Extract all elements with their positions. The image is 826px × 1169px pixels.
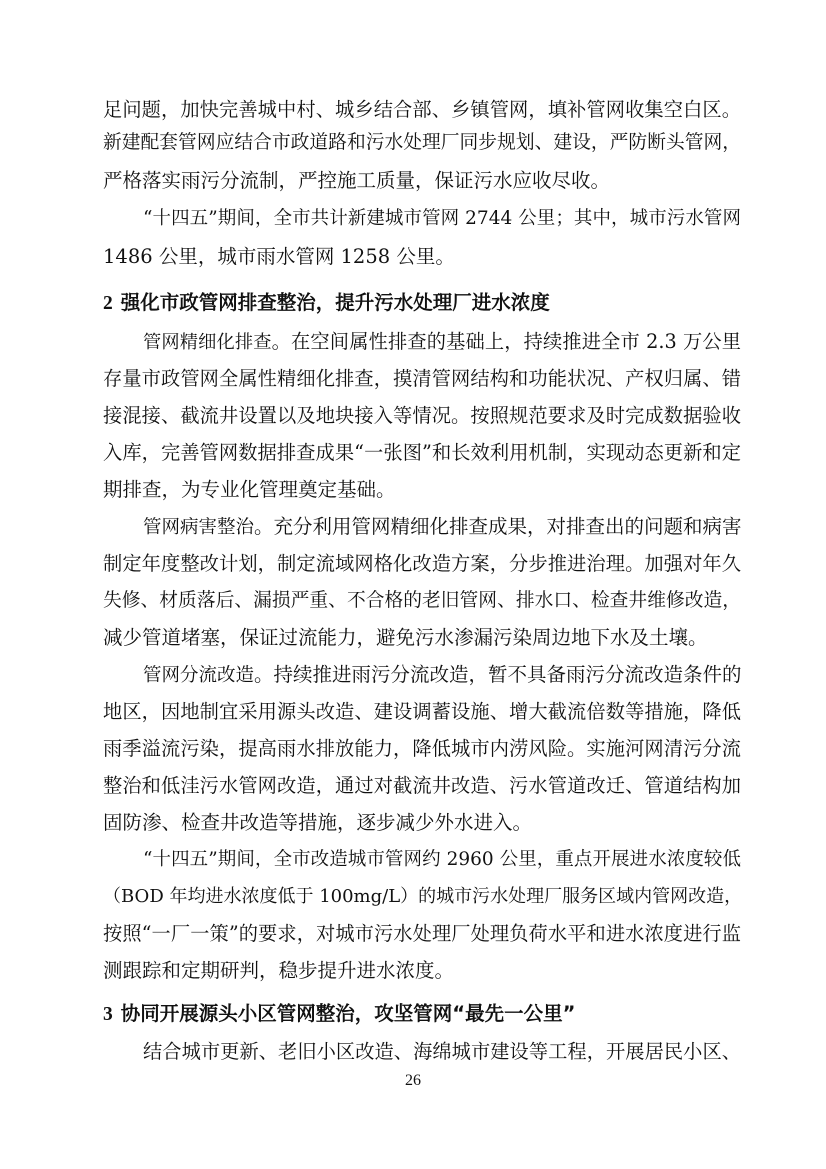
paragraph-line: 入库，完善管网数据排查成果“一张图”和长效利用机制，实现动态更新和定	[103, 441, 741, 464]
section-title: 协同开展源头小区管网整治，攻坚管网“最先一公里”	[120, 1002, 576, 1025]
paragraph-line: 测跟踪和定期研判，稳步提升进水浓度。	[103, 959, 455, 982]
paragraph-line: 接混接、截流井设置以及地块接入等情况。按照规范要求及时完成数据验收	[103, 404, 741, 427]
paragraph-line: 存量市政管网全属性精细化排查，摸清管网结构和功能状况、产权归属、错	[103, 367, 741, 390]
paragraph-line: 失修、材质落后、漏损严重、不合格的老旧管网、排水口、检查井维修改造，	[103, 590, 741, 611]
paragraph-line: 整治和低洼污水管网改造，通过对截流井改造、污水管道改迁、管道结构加	[103, 774, 741, 797]
paragraph-line	[143, 660, 741, 691]
paragraph-text: 。充分利用管网精细化排查成果，对排查出的问题和病害	[254, 515, 742, 538]
paragraph-line: 足问题，加快完善城中村、城乡结合部、乡镇管网，填补管网收集空白区。	[103, 98, 741, 121]
paragraph-keyword: 管网分流改造	[143, 665, 255, 686]
section-heading-2	[103, 288, 550, 319]
paragraph-line: 固防渗、检查井改造等措施，逐步减少外水进入。	[103, 811, 533, 834]
section-number: 3	[103, 1004, 113, 1025]
page-number: 26	[405, 1072, 421, 1089]
paragraph-line: 地区，因地制宜采用源头改造、建设调蓄设施、增大截流倍数等措施，降低	[103, 700, 741, 723]
paragraph-line: 雨季溢流污染，提高雨水排放能力，降低城市内涝风险。实施河网清污分流	[103, 737, 741, 760]
paragraph-line: 期排查，为专业化管理奠定基础。	[103, 478, 396, 501]
section-heading-3	[103, 999, 575, 1030]
paragraph-line: 制定年度整改计划，制定流域网格化改造方案，分步推进治理。加强对年久	[103, 552, 741, 575]
paragraph-text: 。在空间属性排查的基础上，持续推进全市 2.3 万公里	[271, 330, 742, 353]
paragraph-line	[143, 327, 741, 358]
paragraph-line: 1486 公里，城市雨水管网 1258 公里。	[103, 245, 455, 268]
section-title: 强化市政管网排查整治，提升污水处理厂进水浓度	[120, 291, 550, 314]
paragraph-line: 减少管道堵塞，保证过流能力，避免污水渗漏污染周边地下水及土壤。	[103, 626, 708, 649]
paragraph-keyword: 管网病害整治	[143, 517, 255, 538]
paragraph-line: “十四五”期间，全市改造城市管网约 2960 公里，重点开展进水浓度较低	[143, 849, 741, 870]
paragraph-line: 结合城市更新、老旧小区改造、海绵城市建设等工程，开展居民小区、	[143, 1040, 741, 1063]
paragraph-keyword: 管网精细化排查	[143, 332, 272, 353]
section-number: 2	[103, 293, 113, 314]
paragraph-line	[143, 512, 741, 543]
paragraph-line: “十四五”期间，全市共计新建城市管网 2744 公里；其中，城市污水管网	[143, 208, 741, 229]
paragraph-text: 。持续推进雨污分流改造，暂不具备雨污分流改造条件的	[254, 663, 742, 686]
paragraph-line: 新建配套管网应结合市政道路和污水处理厂同步规划、建设，严防断头管网，	[103, 132, 741, 153]
paragraph-line: （BOD 年均进水浓度低于 100mg/L）的城市污水处理厂服务区域内管网改造，	[103, 886, 743, 907]
paragraph-line: 严格落实雨污分流制，严控施工质量，保证污水应收尽收。	[103, 169, 611, 192]
paragraph-line: 按照“一厂一策”的要求，对城市污水处理厂处理负荷水平和进水浓度进行监	[103, 922, 741, 945]
